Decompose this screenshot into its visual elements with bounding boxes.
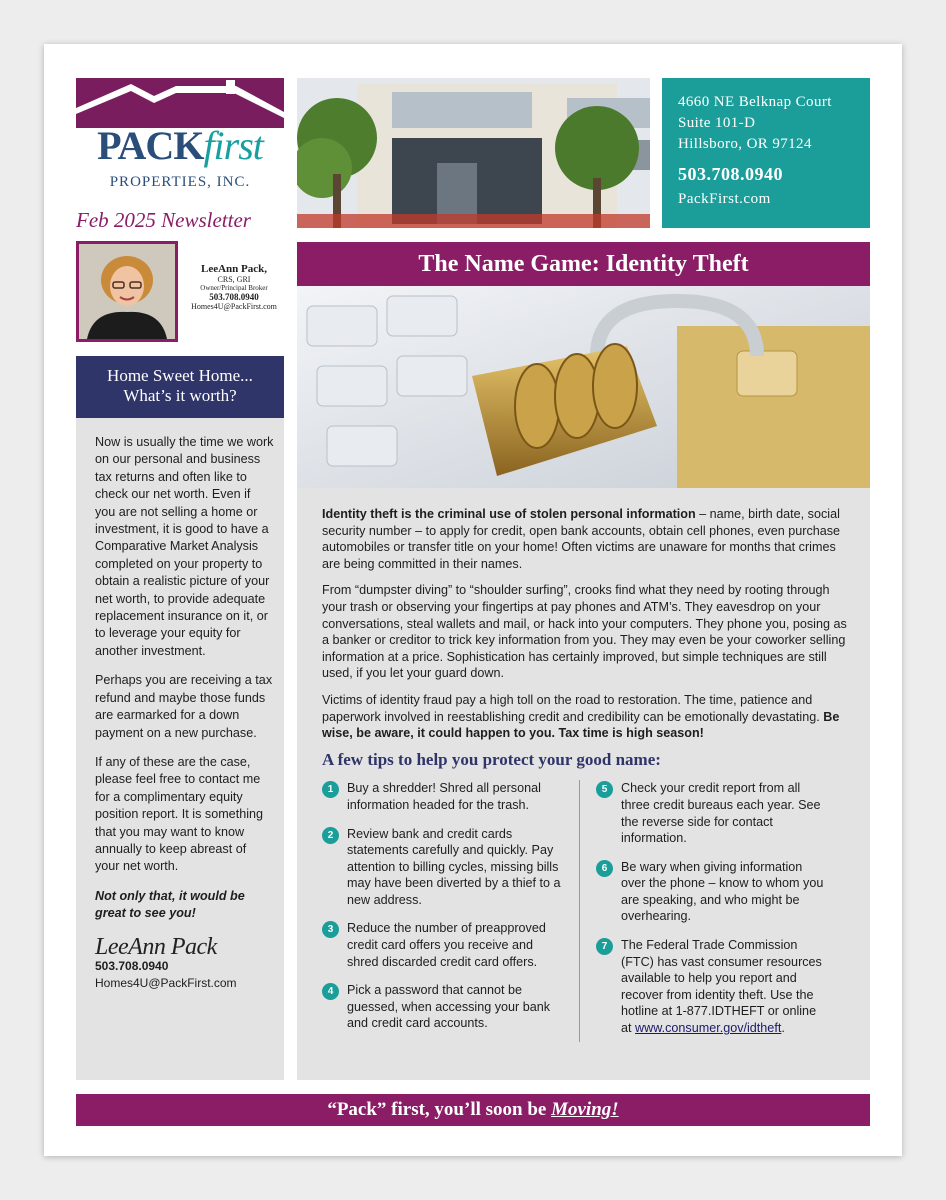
address-line-2: Suite 101-D <box>678 115 756 131</box>
address-city: Hillsboro, OR 97124 <box>678 136 812 152</box>
address-line-1: 4660 NE Belknap Court <box>678 94 832 110</box>
sidebar-closing: Not only that, it would be great to see you! <box>95 888 245 921</box>
tip-number: 2 <box>322 827 339 844</box>
sidebar-paragraph: Now is usually the time we work on our personal and business tax returns and often like to check our net worth. Even if you are not selling a home or investment, it is good to have a Comparative Market Analysis completed on your property to obtain a realistic picture of your net worth, to provide adequate replacement insurance on it, or to leverage your equity for another investment. <box>95 435 274 658</box>
tip-number: 6 <box>596 860 613 877</box>
sidebar-body <box>76 418 284 1080</box>
footer-moving: Moving! <box>551 1099 619 1120</box>
article-title: The Name Game: Identity Theft <box>297 242 870 286</box>
company-logo <box>76 78 284 194</box>
agent-name: LeeAnn Pack, <box>201 263 267 275</box>
signature-email[interactable]: Homes4U@PackFirst.com <box>95 976 237 991</box>
idtheft-link[interactable]: www.consumer.gov/idtheft <box>635 1021 782 1036</box>
tip-number: 1 <box>322 781 339 798</box>
agent-title: Owner/Principal Broker <box>200 284 268 292</box>
tips-heading: A few tips to help you protect your good name: <box>322 749 661 769</box>
website-link[interactable]: PackFirst.com <box>678 191 771 207</box>
article-body <box>297 488 870 1080</box>
footer-banner: “Pack” first, you’ll soon be Moving! <box>76 1094 870 1126</box>
tip-item: 2 Review bank and credit cards statements carefully and quickly. Pay attention to billing cycles, missing bills may have been diverted by a thief to a new address. <box>322 826 562 909</box>
sidebar-paragraph: Perhaps you are receiving a tax refund and maybe those funds are earmarked for a down payment on a new purchase. <box>95 673 273 740</box>
agent-info <box>180 263 288 311</box>
tip-number: 3 <box>322 921 339 938</box>
agent-credentials: CRS, GRI <box>217 275 251 284</box>
logo-roof-band <box>76 78 284 128</box>
newsletter-date: Feb 2025 Newsletter <box>76 208 251 232</box>
signature: LeeAnn Pack <box>95 933 217 960</box>
office-phone: 503.708.0940 <box>678 164 783 184</box>
contact-box <box>662 78 870 228</box>
sidebar-heading: Home Sweet Home... What’s it worth? <box>76 356 284 418</box>
logo-wordmark: PACKfirst <box>97 123 263 168</box>
tips-list <box>322 780 854 1042</box>
tip-item: 7 The Federal Trade Commission (FTC) has vast consumer resources available to help you report and recover from identity theft. Use the hotline at 1-877.IDTHEFT or online at www.consumer.gov/idtheft. <box>596 937 828 1037</box>
office-building-photo <box>297 78 650 228</box>
tips-divider <box>579 780 580 1042</box>
article-intro: Identity theft is the criminal use of stolen personal information – name, birth date, social security number – to apply for credit, open bank accounts, obtain cell phones, even purchase automobiles or transfer title on your home! Often victims are unaware for months that crimes are being committed in their names. <box>322 507 841 571</box>
tip-item: 3 Reduce the number of preapproved credit card offers you receive and shred discarded credit card offers. <box>322 920 562 970</box>
tips-column-left <box>322 780 562 1044</box>
newsletter-page <box>44 44 902 1156</box>
tip-item: 4 Pick a password that cannot be guessed, when accessing your bank and credit card accounts. <box>322 982 562 1032</box>
agent-photo <box>76 241 178 342</box>
tip-item: 6 Be wary when giving information over the phone – know to whom you are speaking, and who might be overhearing. <box>596 859 828 925</box>
signature-phone: 503.708.0940 <box>95 958 169 973</box>
tip-number: 4 <box>322 983 339 1000</box>
tip-number: 7 <box>596 938 613 955</box>
tip-number: 5 <box>596 781 613 798</box>
agent-phone: 503.708.0940 <box>209 292 259 302</box>
article-paragraph: From “dumpster diving” to “shoulder surfing”, crooks find what they need by rooting through your trash or observing your fingertips at pay phones and ATM’s. They eavesdrop on your conversations, steal wallets and mail, or hack into your computers. They phone you, posing as a banker or creditor to trick key information from you. They may even be your coworker selling information at a price. Sophistication has certainly improved, but simple techniques are still used, if you let your guard down. <box>322 583 847 681</box>
tips-column-right <box>596 780 828 1048</box>
logo-subtitle: PROPERTIES, INC. <box>109 174 251 190</box>
article-paragraph: Victims of identity fraud pay a high toll on the road to restoration. The time, patience and paperwork involved in reestablishing credit and credibility can be emotionally devastating. Be wise, be aware, it could happen to you. Tax time is high season! <box>322 692 840 741</box>
tip-item: 5 Check your credit report from all three credit bureaus each year. See the reverse side for contact information. <box>596 780 828 846</box>
tip-item: 1 Buy a shredder! Shred all personal information headed for the trash. <box>322 780 562 813</box>
agent-email: Homes4U@PackFirst.com <box>191 302 277 311</box>
combination-lock-photo <box>297 286 870 488</box>
sidebar-paragraph: If any of these are the case, please feel free to contact me for a complimentary equity position report. It is something that you may want to know annually to keep abreast of your net worth. <box>95 754 263 874</box>
